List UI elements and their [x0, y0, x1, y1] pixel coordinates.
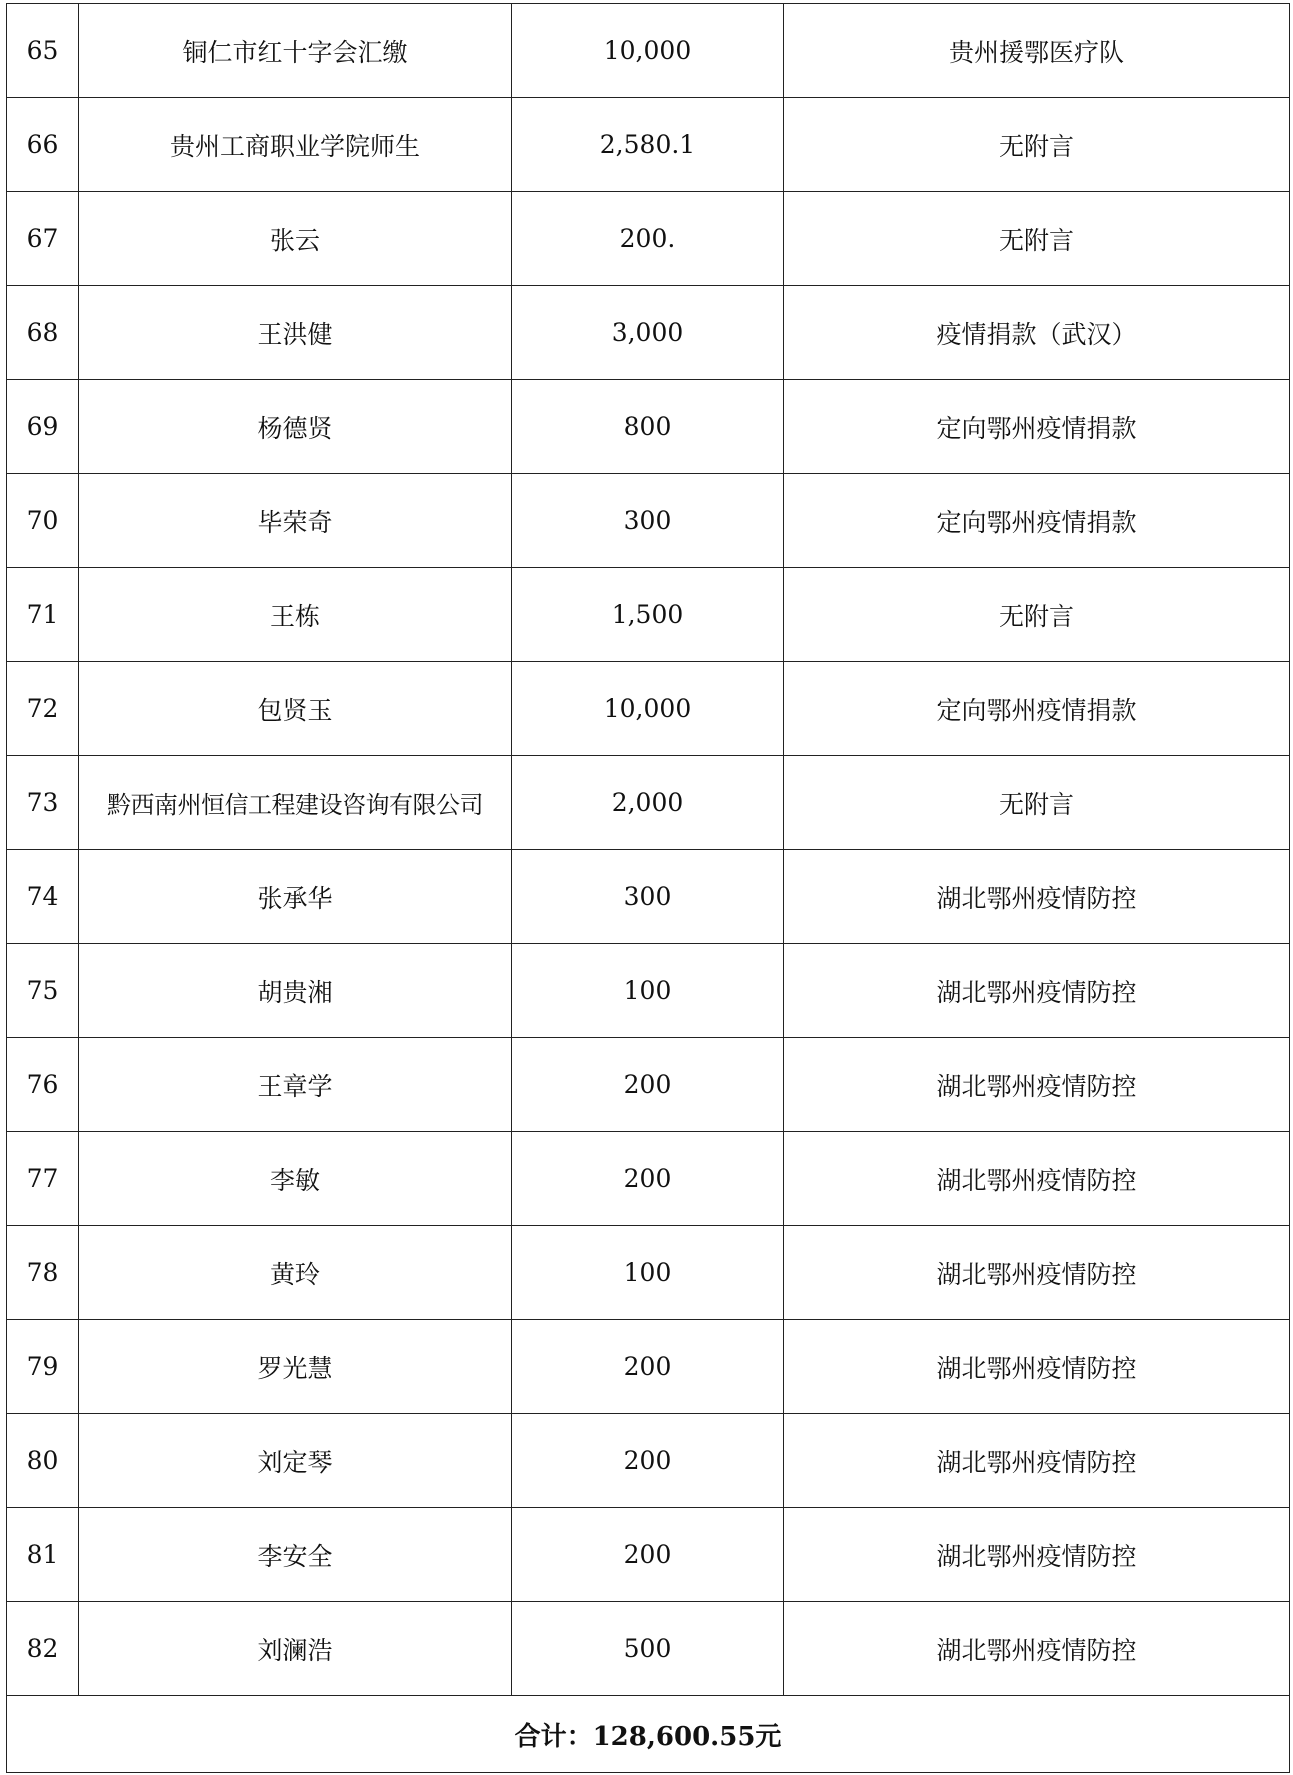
donation-amount: 200 [512, 1414, 784, 1508]
donation-amount: 2,000 [512, 756, 784, 850]
total-value: 128,600.55 [592, 1721, 756, 1752]
table-row [7, 380, 1290, 474]
donation-amount: 100 [512, 944, 784, 1038]
donation-amount: 200 [512, 1132, 784, 1226]
table-row [7, 474, 1290, 568]
donation-table [6, 3, 1290, 1773]
table-row [7, 662, 1290, 756]
table-row [7, 192, 1290, 286]
table-row [7, 1226, 1290, 1320]
donor-name: 毕荣奇 [79, 474, 512, 568]
donation-note: 贵州援鄂医疗队 [784, 4, 1290, 98]
donation-amount: 300 [512, 474, 784, 568]
total-unit: 元 [755, 1721, 782, 1752]
total-label: 合计： [514, 1721, 593, 1752]
table-row [7, 944, 1290, 1038]
row-number: 68 [7, 286, 79, 380]
row-number: 72 [7, 662, 79, 756]
donation-amount: 1,500 [512, 568, 784, 662]
total-row [7, 1696, 1290, 1773]
donation-amount: 10,000 [512, 4, 784, 98]
row-number: 65 [7, 4, 79, 98]
table-row [7, 4, 1290, 98]
donor-name: 王章学 [79, 1038, 512, 1132]
donation-amount: 200. [512, 192, 784, 286]
donor-name: 贵州工商职业学院师生 [79, 98, 512, 192]
donation-note: 湖北鄂州疫情防控 [784, 850, 1290, 944]
donation-note: 无附言 [784, 192, 1290, 286]
row-number: 82 [7, 1602, 79, 1696]
donation-note: 定向鄂州疫情捐款 [784, 474, 1290, 568]
donation-amount: 10,000 [512, 662, 784, 756]
donor-name: 黄玲 [79, 1226, 512, 1320]
donation-amount: 200 [512, 1320, 784, 1414]
row-number: 75 [7, 944, 79, 1038]
table-row [7, 98, 1290, 192]
donation-amount: 3,000 [512, 286, 784, 380]
donor-name: 刘澜浩 [79, 1602, 512, 1696]
donor-name: 张承华 [79, 850, 512, 944]
row-number: 76 [7, 1038, 79, 1132]
row-number: 78 [7, 1226, 79, 1320]
donor-name: 胡贵湘 [79, 944, 512, 1038]
donation-note: 湖北鄂州疫情防控 [784, 1226, 1290, 1320]
row-number: 74 [7, 850, 79, 944]
donation-note: 无附言 [784, 98, 1290, 192]
donor-name: 王洪健 [79, 286, 512, 380]
donor-name: 李敏 [79, 1132, 512, 1226]
donor-name: 黔西南州恒信工程建设咨询有限公司 [79, 756, 512, 850]
donor-name: 铜仁市红十字会汇缴 [79, 4, 512, 98]
table-row [7, 286, 1290, 380]
row-number: 70 [7, 474, 79, 568]
row-number: 73 [7, 756, 79, 850]
row-number: 79 [7, 1320, 79, 1414]
donor-name: 刘定琴 [79, 1414, 512, 1508]
donation-note: 定向鄂州疫情捐款 [784, 662, 1290, 756]
table-row [7, 1508, 1290, 1602]
table-row [7, 1602, 1290, 1696]
donation-note: 无附言 [784, 568, 1290, 662]
donation-note: 湖北鄂州疫情防控 [784, 1414, 1290, 1508]
donation-amount: 200 [512, 1038, 784, 1132]
row-number: 67 [7, 192, 79, 286]
table-row [7, 1320, 1290, 1414]
donor-name: 杨德贤 [79, 380, 512, 474]
row-number: 66 [7, 98, 79, 192]
donation-note: 无附言 [784, 756, 1290, 850]
table-row [7, 1132, 1290, 1226]
row-number: 69 [7, 380, 79, 474]
donor-name: 罗光慧 [79, 1320, 512, 1414]
table-row [7, 1038, 1290, 1132]
donation-note: 湖北鄂州疫情防控 [784, 944, 1290, 1038]
donation-note: 定向鄂州疫情捐款 [784, 380, 1290, 474]
table-row [7, 850, 1290, 944]
row-number: 81 [7, 1508, 79, 1602]
table-row [7, 756, 1290, 850]
donation-amount: 100 [512, 1226, 784, 1320]
row-number: 77 [7, 1132, 79, 1226]
total-cell [7, 1696, 1290, 1773]
donation-amount: 200 [512, 1508, 784, 1602]
donation-note: 湖北鄂州疫情防控 [784, 1508, 1290, 1602]
donation-note: 湖北鄂州疫情防控 [784, 1320, 1290, 1414]
donation-table-body [7, 4, 1290, 1696]
donation-amount: 500 [512, 1602, 784, 1696]
donation-note: 湖北鄂州疫情防控 [784, 1132, 1290, 1226]
donor-name: 张云 [79, 192, 512, 286]
donation-note: 湖北鄂州疫情防控 [784, 1038, 1290, 1132]
donor-name: 王栋 [79, 568, 512, 662]
donation-amount: 2,580.1 [512, 98, 784, 192]
table-row [7, 568, 1290, 662]
donation-note: 疫情捐款（武汉） [784, 286, 1290, 380]
donation-amount: 300 [512, 850, 784, 944]
donor-name: 李安全 [79, 1508, 512, 1602]
row-number: 71 [7, 568, 79, 662]
row-number: 80 [7, 1414, 79, 1508]
donor-name: 包贤玉 [79, 662, 512, 756]
donation-amount: 800 [512, 380, 784, 474]
donation-note: 湖北鄂州疫情防控 [784, 1602, 1290, 1696]
table-row [7, 1414, 1290, 1508]
